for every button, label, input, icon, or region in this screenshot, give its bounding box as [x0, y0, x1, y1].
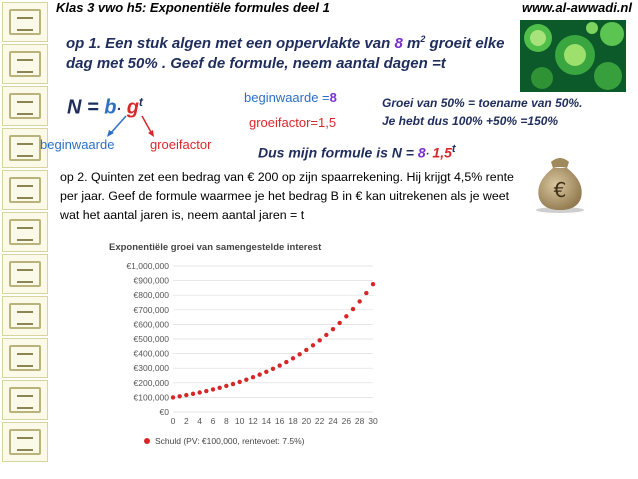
data-point	[311, 343, 315, 347]
slide-title: Klas 3 vwo h5: Exponentiële formules deel 1	[56, 0, 330, 15]
data-series	[171, 282, 375, 400]
y-tick-label: €300,000	[133, 363, 169, 374]
x-tick-label: 18	[288, 416, 298, 426]
y-tick-label: €100,000	[133, 392, 169, 403]
x-tick-label: 8	[223, 416, 229, 426]
ornament-tile	[2, 170, 48, 210]
chart-title: Exponentiële groei van samengestelde interest	[109, 242, 322, 253]
label-beginwaarde: beginwaarde	[40, 137, 115, 152]
data-point	[291, 356, 295, 360]
data-point	[211, 387, 215, 391]
data-point	[257, 372, 261, 376]
y-tick-label: €0	[159, 407, 169, 417]
data-point	[297, 352, 301, 356]
y-tick-label: €900,000	[133, 275, 169, 286]
data-point	[244, 377, 248, 381]
y-tick-label: €800,000	[133, 290, 169, 301]
data-point	[357, 299, 361, 303]
x-tick-label: 14	[261, 416, 272, 426]
y-tick-label: €1,000,000	[126, 261, 169, 271]
label-groeifactor: groeifactor	[150, 137, 212, 152]
legend-marker	[144, 438, 150, 444]
y-tick-label: €200,000	[133, 377, 169, 388]
question-1: op 1. Een stuk algen met een oppervlakte van 8 $m^2$ groeit elke dag met 50% . Geef de formule, neem aantal dagen =t	[66, 34, 505, 72]
data-point	[264, 370, 268, 374]
y-tick-label: €500,000	[133, 334, 169, 344]
data-point	[171, 395, 175, 399]
x-tick-label: 30	[368, 416, 378, 426]
x-tick-label: 20	[301, 416, 312, 426]
data-point	[197, 390, 201, 394]
data-point	[251, 375, 255, 379]
data-point	[184, 393, 188, 397]
data-point	[271, 367, 275, 371]
x-tick-label: 28	[354, 416, 365, 426]
x-tick-label: 22	[314, 416, 325, 426]
ornament-tile	[2, 212, 48, 252]
x-tick-label: 0	[170, 416, 176, 426]
data-point	[224, 384, 228, 388]
website-link[interactable]: www.al-awwadi.nl	[521, 0, 632, 15]
data-point	[371, 282, 375, 286]
ornament-tile	[2, 338, 48, 378]
data-point	[324, 333, 328, 337]
ornament-tile	[2, 422, 48, 462]
data-point	[351, 307, 355, 311]
y-tick-label: €600,000	[133, 319, 169, 330]
legend-label: Schuld (PV: €100,000, rentevoet: 7.5%)	[155, 436, 305, 446]
ornament-tile	[2, 2, 48, 42]
compound-interest-chart	[105, 236, 385, 452]
x-tick-label: 10	[234, 416, 245, 426]
general-formula: $N = b\cdot g^t$	[67, 95, 143, 119]
x-tick-label: 4	[197, 416, 203, 426]
data-point	[304, 348, 308, 352]
ornament-tile	[2, 380, 48, 420]
x-tick-label: 26	[341, 416, 352, 426]
data-point	[364, 291, 368, 295]
data-point	[337, 321, 341, 325]
y-tick-label: €400,000	[133, 348, 169, 359]
x-tick-label: 6	[210, 416, 216, 426]
ornament-tile	[2, 254, 48, 294]
given-groeifactor: groeifactor=1,5	[249, 115, 337, 130]
y-tick-label: €700,000	[133, 304, 169, 315]
data-point	[231, 382, 235, 386]
data-point	[344, 314, 348, 318]
euro-sign: €	[553, 178, 567, 202]
x-tick-label: 24	[328, 416, 338, 426]
ornament-tile	[2, 86, 48, 126]
data-point	[317, 338, 321, 342]
data-point	[331, 327, 335, 331]
ornament-tile	[2, 44, 48, 84]
money-bag-icon	[527, 148, 593, 214]
data-point	[191, 392, 195, 396]
ornament-tile	[2, 296, 48, 336]
data-point	[177, 394, 181, 398]
x-tick-label: 12	[248, 416, 258, 426]
growth-explanation: Groei van 50% = toename van 50%. Je hebt dus 100% +50% =150%	[382, 96, 583, 128]
data-point	[237, 380, 241, 384]
result-formula: Dus mijn formule is $N = 8\cdot 1,5^t$	[258, 143, 456, 161]
data-point	[284, 360, 288, 364]
chart-grid	[173, 266, 373, 412]
decorative-border-strip	[0, 0, 52, 479]
data-point	[217, 386, 221, 390]
given-beginwaarde: beginwaarde =8	[244, 90, 337, 105]
x-axis-ticks	[171, 416, 378, 426]
chart-legend	[144, 436, 305, 446]
x-tick-label: 2	[183, 416, 189, 426]
data-point	[204, 389, 208, 393]
formula-arrows	[90, 112, 160, 140]
data-point	[277, 363, 281, 367]
x-tick-label: 16	[274, 416, 285, 426]
question-2: op 2. Quinten zet een bedrag van € 200 op zijn spaarrekening. Hij krijgt 4,5% rente per jaar. Geef de formule waarmee je het bedrag B in € kan uitrekenen als je weet wat het aantal jaren is, neem aantal jaren = t	[60, 170, 514, 222]
y-axis-ticks	[126, 261, 169, 417]
